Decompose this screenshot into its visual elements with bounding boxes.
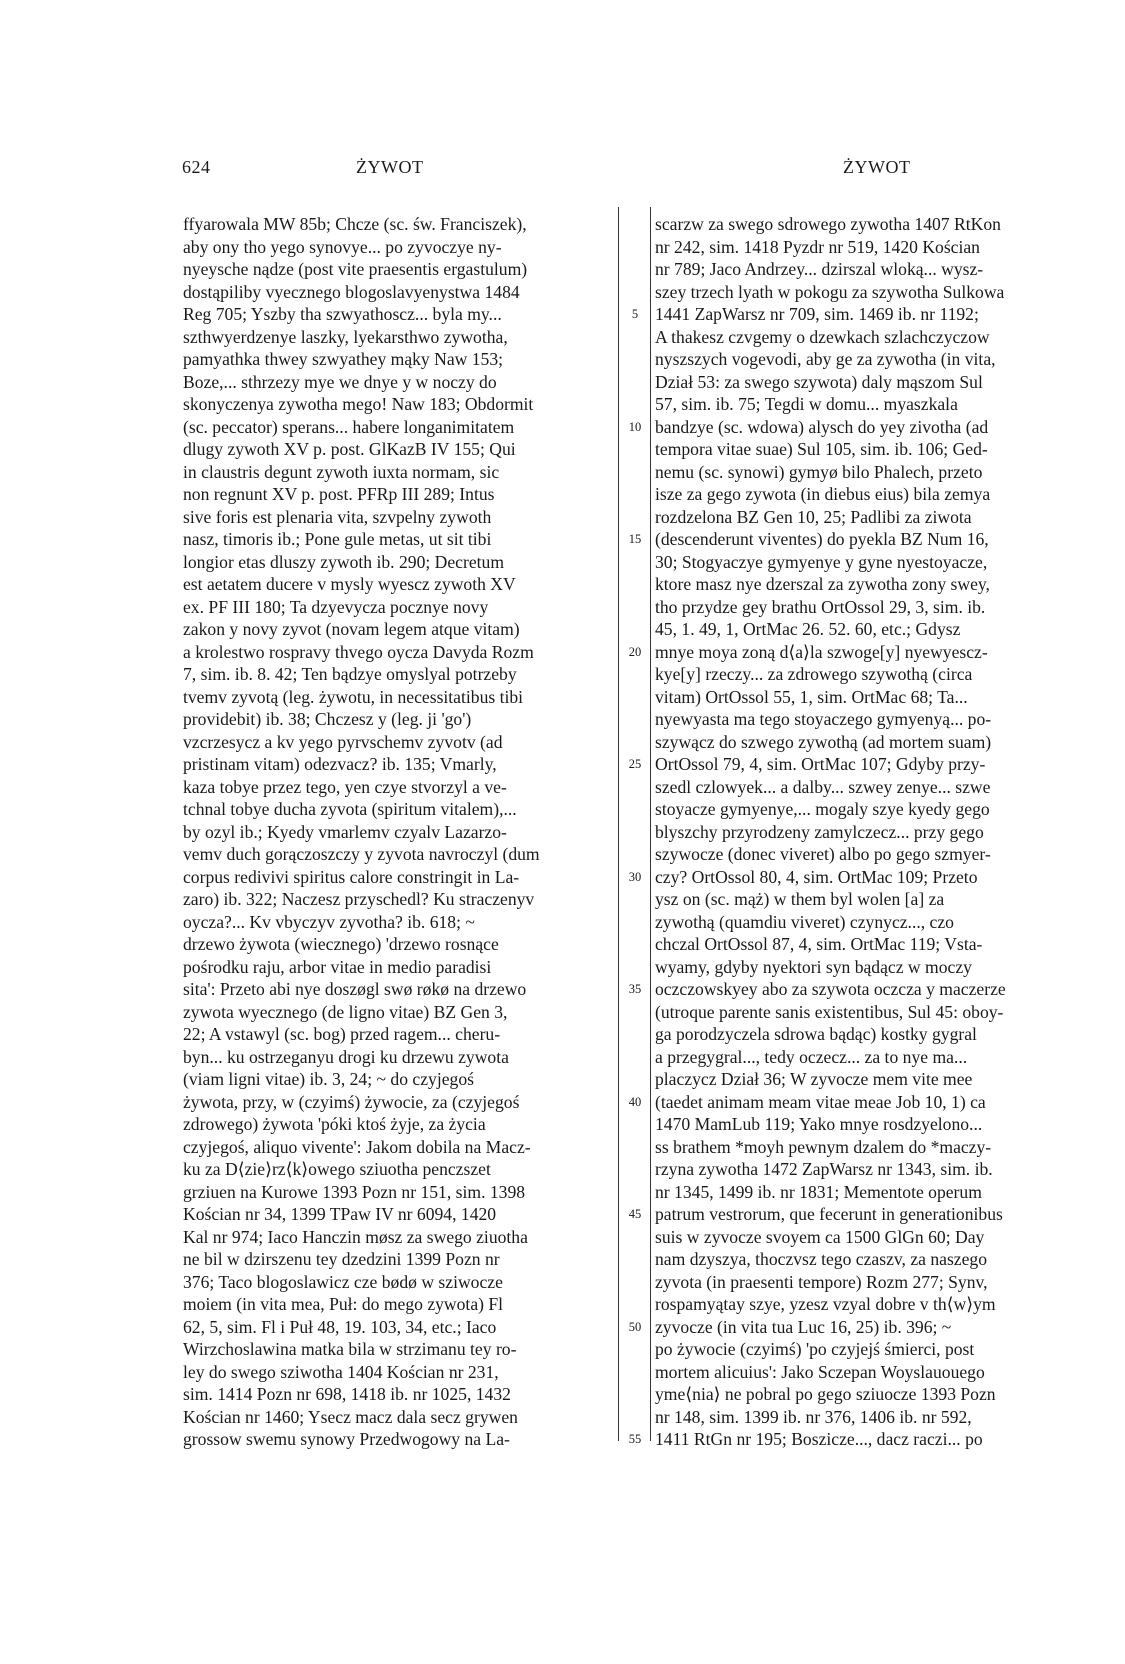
line-number: 55 <box>628 1432 642 1446</box>
text-line: stoyacze gymyenye,... mogaly szye kyedy gego <box>655 799 990 819</box>
text-line: nasz, timoris ib.; Pone gule metas, ut sit tibi <box>183 529 492 549</box>
text-line: sive foris est plenaria vita, szvpelny zywoth <box>183 506 492 527</box>
line-number: 35 <box>628 982 642 996</box>
text-line: ffyarowala MW 85b; Chcze (sc. św. Franciszek), <box>183 214 527 234</box>
text-line: pośrodku raju, arbor vitae in medio paradisi <box>183 956 492 977</box>
line-number: 15 <box>628 532 642 546</box>
text-line: zywota wyecznego (de ligno vitae) BZ Gen 3, <box>183 1001 508 1022</box>
text-line: corpus redivivi spiritus calore constringit in La- <box>183 866 520 887</box>
text-line: A thakesz czvgemy o dzewkach szlachczyczow <box>655 326 990 347</box>
text-line: pristinam vitam) odezvacz? ib. 135; Vmarly, <box>183 754 497 774</box>
line-number: 5 <box>631 307 639 321</box>
text-line: est aetatem ducere v mysly wyescz zywoth XV <box>183 574 516 594</box>
line-number: 30 <box>628 869 642 884</box>
text-line: tvemv zyvotą (leg. żywotu, in necessitatibus tibi <box>183 686 524 707</box>
text-line: nyszszych vogevodi, aby ge za zywotha (in vita, <box>655 349 996 369</box>
running-head-right: ŻYWOT <box>843 157 911 177</box>
text-line: Kościan nr 34, 1399 TPaw IV nr 6094, 1420 <box>183 1204 497 1224</box>
text-line: bandzye (sc. wdowa) alysch do yey zivotha (ad <box>655 416 989 437</box>
text-line: 1411 RtGn nr 195; Boszicze..., dacz raczi... po <box>655 1429 983 1449</box>
line-number: 40 <box>628 1094 642 1109</box>
text-line: oczczowskyey abo za szywota oczcza y maczerze <box>655 979 1006 999</box>
text-line: isze za gego zywota (in diebus eius) bila zemya <box>655 484 991 504</box>
line-number: 20 <box>628 644 642 659</box>
text-line: OrtOssol 79, 4, sim. OrtMac 107; Gdyby przy- <box>655 754 986 774</box>
text-line: zyvota (in praesenti tempore) Rozm 277; Synv, <box>655 1271 988 1292</box>
text-line: (sc. peccator) sperans... habere longanimitatem <box>183 416 515 437</box>
text-line: (utroque parente sanis existentibus, Sul 45: oboy- <box>655 1001 1004 1022</box>
text-line: szywocze (donec viveret) albo po gego szmyer- <box>655 844 991 864</box>
text-line: nemu (sc. synowi) gymyø bilo Phalech, przeto <box>655 461 983 482</box>
text-line: nr 148, sim. 1399 ib. nr 376, 1406 ib. nr 592, <box>655 1406 972 1427</box>
text-line: 1470 MamLub 119; Yako mnye rosdzyelono... <box>655 1114 983 1134</box>
text-line: tempora vitae suae) Sul 105, sim. ib. 106; Ged- <box>655 439 988 459</box>
text-line: mortem alicuius': Jako Sczepan Woyslauouego <box>655 1361 985 1382</box>
text-line: tchnal tobye ducha zyvota (spiritum vitalem),... <box>183 799 517 819</box>
text-line: non regnunt XV p. post. PFRp III 289; Intus <box>183 484 495 504</box>
text-line: ktore masz nye dzerszal za zywotha zony swey, <box>655 574 990 594</box>
text-line: pamyathka thwey szwyathey mąky Naw 153; <box>183 349 504 369</box>
text-line: sim. 1414 Pozn nr 698, 1418 ib. nr 1025, 1432 <box>183 1384 511 1404</box>
text-line: 45, 1. 49, 1, OrtMac 26. 52. 60, etc.; Gdysz <box>655 619 961 639</box>
text-line: (taedet animam meam vitae meae Job 10, 1) ca <box>655 1091 986 1112</box>
text-line: nyewyasta ma tego stoyaczego gymyenyą... po- <box>655 709 992 729</box>
text-line: ne bil w dzirszenu tey dzedzini 1399 Pozn nr <box>183 1249 500 1269</box>
text-line: ex. PF III 180; Ta dzyevycza pocznye novy <box>183 596 489 617</box>
text-line: szthwyerdzenye laszky, lyekarsthwo zywotha, <box>183 326 508 347</box>
text-line: 376; Taco blogoslawicz cze bødø w sziwocze <box>183 1271 503 1292</box>
text-line: blyszchy przyrodzeny zamylczecz... przy gego <box>655 821 984 842</box>
text-line: chczal OrtOssol 87, 4, sim. OrtMac 119; Vsta- <box>655 934 983 954</box>
line-number: 25 <box>628 757 642 771</box>
text-line: a krolestwo rospravy thvego oycza Davyda Rozm <box>183 641 534 662</box>
text-line: Kal nr 974; Iaco Hanczin møsz za swego ziuotha <box>183 1226 528 1247</box>
text-line: sita': Przeto abi nye doszøgl swø røkø na drzewo <box>183 979 527 999</box>
text-line: Reg 705; Yszby tha szwyathoscz... byla my... <box>183 304 502 324</box>
text-line: moiem (in vita mea, Puł: do mego zywota) Fl <box>183 1294 504 1314</box>
text-line: Kościan nr 1460; Ysecz macz dala secz grywen <box>183 1406 518 1427</box>
text-line: czyjegoś, aliquo vivente': Jakom dobila na Macz- <box>183 1136 531 1157</box>
text-line: rzyna zywotha 1472 ZapWarsz nr 1343, sim. ib. <box>655 1159 993 1179</box>
text-line: szywącz do szwego zywothą (ad mortem suam) <box>655 731 992 752</box>
text-line: ss brathem *moyh pewnym dzalem do *maczy- <box>655 1136 992 1157</box>
text-line: wyamy, gdyby nyektori syn bądącz w moczy <box>655 956 972 977</box>
text-line: żywota, przy, w (czyimś) żywocie, za (czyjegoś <box>183 1091 520 1112</box>
text-line: (descenderunt viventes) do pyekla BZ Num 16, <box>655 529 989 549</box>
text-line: skonyczenya zywotha mego! Naw 183; Obdormit <box>183 394 534 414</box>
text-line: zyvocze (in vita tua Luc 16, 25) ib. 396; ~ <box>655 1316 952 1337</box>
line-number: 45 <box>628 1207 642 1221</box>
text-line: nr 1345, 1499 ib. nr 1831; Mementote operum <box>655 1181 982 1202</box>
text-line: ley do swego sziwotha 1404 Kościan nr 231, <box>183 1361 499 1382</box>
text-line: placzycz Dział 36; W zyvocze mem vite mee <box>655 1069 973 1089</box>
text-line: zdrowego) żywota 'póki ktoś żyje, za życia <box>183 1114 486 1134</box>
text-line: yme⟨nia⟩ ne pobral po gego sziuocze 1393 Pozn <box>655 1384 996 1404</box>
running-head-left: ŻYWOT <box>356 157 424 177</box>
right-column <box>655 213 1100 1451</box>
text-line: in claustris degunt zywoth iuxta normam, sic <box>183 461 500 482</box>
text-line: nam dzyszya, thoczvsz tego czaszv, za naszego <box>655 1249 988 1269</box>
text-line: 57, sim. ib. 75; Tegdi w domu... myaszkala <box>655 394 958 414</box>
text-line: patrum vestrorum, que fecerunt in generationibus <box>655 1204 1003 1224</box>
text-line: (viam ligni vitae) ib. 3, 24; ~ do czyjegoś <box>183 1069 474 1089</box>
text-line: vemv duch gorączoszczy y zyvota navroczyl (dum <box>183 844 540 864</box>
text-line: nr 789; Jaco Andrzey... dzirszal wloką... wysz- <box>655 259 984 279</box>
left-column <box>183 213 628 1451</box>
text-line: tho przydze gey brathu OrtOssol 29, 3, sim. ib. <box>655 596 986 617</box>
text-line: ga porodzyczela sdrowa bądąc) kostky gygral <box>655 1024 977 1044</box>
text-line: by ozyl ib.; Kyedy vmarlemv czyalv Lazarzo- <box>183 821 507 842</box>
text-line: rospamyątay szye, yzesz vzyal dobre v th⟨w⟩ym <box>655 1294 996 1314</box>
text-line: vzcrzesycz a kv yego pyrvschemv zyvotv (ad <box>183 731 503 752</box>
text-line: oycza?... Kv vbyczyv zyvotha? ib. 618; ~ <box>183 911 475 932</box>
text-line: longior etas dluszy zywoth ib. 290; Decretum <box>183 551 505 572</box>
text-line: Wirzchoslawina matka bila w strzimanu tey ro- <box>183 1339 517 1359</box>
text-line: kaza tobye przez tego, yen czye stvorzyl a ve- <box>183 776 507 797</box>
text-line: suis w zyvocze svoyem ca 1500 GlGn 60; Day <box>655 1226 985 1247</box>
text-line: zakon y novy zyvot (novam legem atque vitam) <box>183 619 520 639</box>
text-line: dostąpiliby vyecznego blogoslavyenystwa 1484 <box>183 281 520 302</box>
text-line: nr 242, sim. 1418 Pyzdr nr 519, 1420 Kościan <box>655 236 980 257</box>
text-line: zaro) ib. 322; Naczesz przyschedl? Ku straczenyv <box>183 889 535 909</box>
text-line: czy? OrtOssol 80, 4, sim. OrtMac 109; Przeto <box>655 866 978 887</box>
text-line: szey trzech lyath w pokogu za szywotha Sulkowa <box>655 281 1005 302</box>
text-line: rozdzelona BZ Gen 10, 25; Padlibi za ziwota <box>655 506 972 527</box>
text-line: Boze,... sthrzezy mye we dnye y w noczy do <box>183 371 497 392</box>
text-line: 7, sim. ib. 8. 42; Ten bądzye omyslyal potrzeby <box>183 664 517 684</box>
text-line: szedl czlowyek... a dalby... szwey zenye... szwe <box>655 776 991 797</box>
line-number: 50 <box>628 1319 642 1334</box>
text-line: grossow swemu synowy Przedwogowy na La- <box>183 1429 510 1449</box>
text-line: Dział 53: za swego szywota) daly mąszom Sul <box>655 371 983 392</box>
page-number: 624 <box>182 157 211 177</box>
line-number: 10 <box>628 419 642 434</box>
text-line: providebit) ib. 38; Chczesz y (leg. ji 'go') <box>183 709 472 729</box>
column-rule-right <box>650 207 651 1441</box>
text-line: mnye moya zoną d⟨a⟩la szwoge[y] nyewyescz- <box>655 641 988 662</box>
text-line: vitam) OrtOssol 55, 1, sim. OrtMac 68; Ta... <box>655 686 968 707</box>
text-line: zywothą (quamdiu viveret) czynycz..., czo <box>655 911 954 932</box>
text-line: 30; Stogyaczye gymyenye y gyne nyestoyacze, <box>655 551 988 572</box>
text-line: 62, 5, sim. Fl i Puł 48, 19. 103, 34, etc.; Iaco <box>183 1316 497 1337</box>
text-line: ysz on (sc. mąż) w them byl wolen [a] za <box>655 889 945 909</box>
text-line: kye[y] rzeczy... za zdrowego szywothą (circa <box>655 664 973 684</box>
text-line: aby ony tho yego synovye... po zyvoczye ny- <box>183 236 502 257</box>
text-line: byn... ku ostrzeganyu drogi ku drzewu zywota <box>183 1046 509 1067</box>
text-line: dlugy zywoth XV p. post. GlKazB IV 155; Qui <box>183 439 516 459</box>
text-line: 1441 ZapWarsz nr 709, sim. 1469 ib. nr 1192; <box>655 304 979 324</box>
text-line: po żywocie (czyimś) 'po czyjejś śmierci, post <box>655 1339 975 1359</box>
text-line: nyeysche nądze (post vite praesentis ergastulum) <box>183 259 528 279</box>
text-line: grziuen na Kurowe 1393 Pozn nr 151, sim. 1398 <box>183 1181 526 1202</box>
text-line: 22; A vstawyl (sc. bog) przed ragem... cheru- <box>183 1024 501 1044</box>
text-line: ku za D⟨zie⟩rz⟨k⟩owego sziuotha penczszet <box>183 1159 491 1179</box>
text-line: scarzw za swego sdrowego zywotha 1407 RtKon <box>655 214 1001 234</box>
text-line: drzewo żywota (wiecznego) 'drzewo rosnące <box>183 934 499 954</box>
text-line: a przegygral..., tedy oczecz... za to nye ma... <box>655 1046 968 1067</box>
